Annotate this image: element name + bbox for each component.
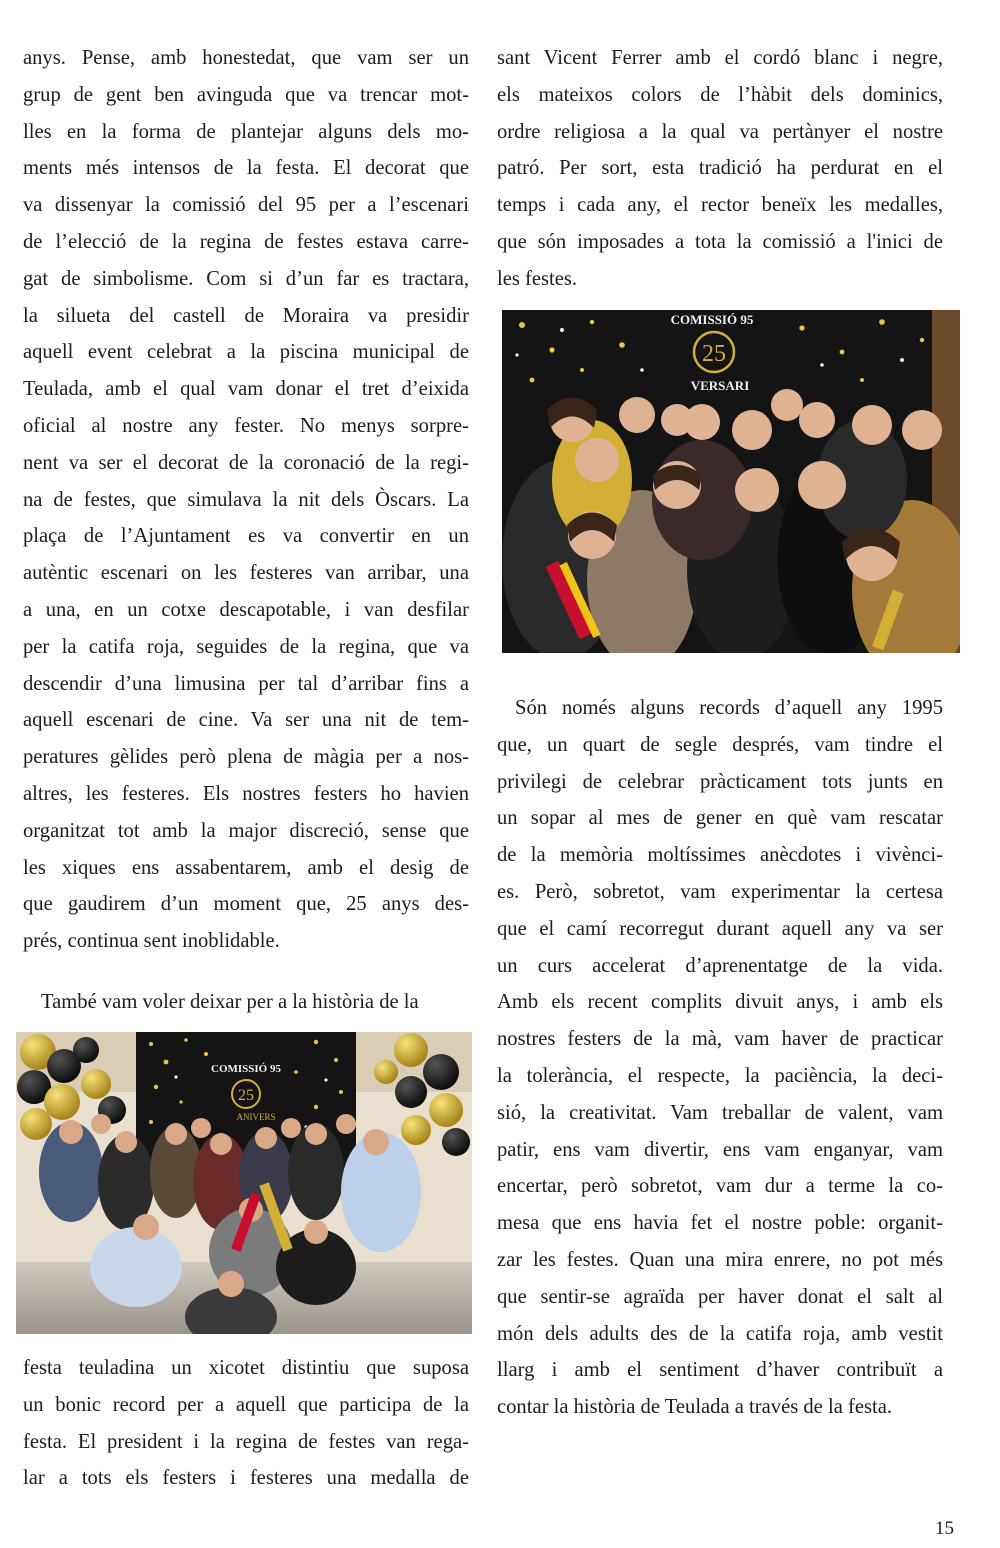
paragraph-line: anys. Pense, amb honestedat, que vam ser un: [23, 47, 469, 69]
paragraph-line: privilegi de celebrar pràcticament tots junts en: [497, 770, 943, 793]
paragraph-line: festa. El president i la regina de festes van rega-: [23, 1430, 469, 1453]
paragraph-line: ments més intensos de la festa. El decorat que: [23, 157, 469, 180]
paragraph-line: va dissenyar la comissió del 95 per a l’escenari: [23, 194, 469, 217]
page-number: 15: [935, 1518, 954, 1539]
paragraph-line: Són només alguns records d’aquell any 1995: [515, 697, 943, 719]
paragraph-line: es. Però, sobretot, vam experimentar la certesa: [497, 880, 943, 903]
right-column-bottom-text: [497, 690, 943, 1426]
paragraph-line: peratures gèlides però plena de màgia per a nos-: [23, 746, 469, 769]
paragraph-line: autèntic escenari on les festeres van arribar, una: [23, 562, 469, 585]
left-column-mid-text: [23, 984, 469, 1021]
paragraph-line: els mateixos colors de l’hàbit dels dominics,: [497, 83, 943, 106]
paragraph-line: patir, ens vam divertir, ens vam enganyar, vam: [497, 1138, 943, 1161]
group-photo: [16, 1032, 472, 1334]
group-badge-number: 25: [238, 1087, 254, 1104]
women-banner-text: COMISSIÓ 95: [670, 312, 754, 327]
women-photo: [502, 310, 960, 653]
paragraph-line: mesa que ens havia fet el nostre poble: organit-: [497, 1212, 943, 1235]
paragraph-line: a una, en un cotxe descapotable, i van desfilar: [23, 598, 469, 621]
paragraph-line: altres, les festeres. Els nostres festers ho havien: [23, 782, 469, 805]
group-photo-image: [16, 1032, 472, 1334]
right-column-top-text: [497, 40, 943, 298]
paragraph-line: prés, continua sent inoblidable.: [23, 930, 280, 953]
paragraph-line: per la catifa roja, seguides de la regina, que va: [23, 635, 469, 658]
paragraph-line: un curs accelerat d’aprenentatge de la vida.: [497, 954, 943, 977]
left-column-top-text: [23, 40, 469, 960]
paragraph-line: que el camí recorregut durant aquell any va ser: [497, 917, 943, 940]
women-badge-number: 25: [702, 341, 726, 367]
paragraph-line: nent va ser el decorat de la coronació de la regi-: [23, 451, 469, 474]
paragraph-line: gat de simbolisme. Com si d’un far es tractara,: [23, 267, 469, 290]
paragraph-line: de l’elecció de la regina de festes estava carre-: [23, 230, 469, 253]
paragraph-line: un bonic record per a aquell que participa de la: [23, 1393, 469, 1416]
group-badge-partial: ANIVERS: [236, 1112, 276, 1122]
paragraph-line: aquell event celebrat a la piscina municipal de: [23, 341, 469, 364]
women-photo-image: [502, 310, 960, 653]
paragraph-line: patró. Per sort, esta tradició ha perdurat en el: [497, 157, 943, 180]
paragraph-line: món dels adults des de la catifa roja, amb vestit: [497, 1322, 943, 1345]
paragraph-line: la tolerància, el respecte, la paciència, la deci-: [497, 1064, 943, 1087]
paragraph-line: llarg i amb el sentiment d’haver contribuït a: [497, 1359, 943, 1382]
paragraph-line: aquell escenari de cine. Va ser una nit de tem-: [23, 709, 469, 732]
paragraph-line: un sopar al mes de gener en què vam rescatar: [497, 807, 943, 830]
paragraph-line: sió, la creativitat. Vam treballar de valent, vam: [497, 1101, 943, 1124]
paragraph-line: descendir d’una limusina per tal d’arribar fins a: [23, 672, 469, 695]
paragraph-line: Amb els recent complits divuit anys, i amb els: [497, 991, 943, 1014]
paragraph-line: encertar, però sobretot, vam dur a terme la co-: [497, 1175, 943, 1198]
paragraph-line: que són imposades a tota la comissió a l'inici de: [497, 230, 943, 253]
paragraph-line: grup de gent ben avinguda que va trencar mot-: [23, 83, 469, 106]
paragraph-line: les festes.: [497, 267, 578, 290]
paragraph-line: temps i cada any, el rector beneïx les medalles,: [497, 194, 943, 217]
paragraph-line: les xiques ens assabentarem, amb el desig de: [23, 856, 469, 879]
paragraph-line: nostres festers de la mà, vam haver de practicar: [497, 1028, 943, 1051]
paragraph-line: lles en la forma de plantejar alguns dels mo-: [23, 120, 469, 143]
paragraph-line: festa teuladina un xicotet distintiu que suposa: [23, 1357, 469, 1379]
paragraph-line: de la memòria moltíssimes anècdotes i vivènci-: [497, 844, 943, 867]
paragraph-line: oficial al nostre any fester. No menys sorpre-: [23, 414, 469, 437]
paragraph-line: que gaudirem d’un moment que, 25 anys des-: [23, 893, 469, 916]
paragraph-line: contar la història de Teulada a través de la festa.: [497, 1396, 893, 1419]
paragraph-line: que sentir-se agraïda per haver donat el salt al: [497, 1285, 943, 1308]
paragraph-line: lar a tots els festers i festeres una medalla de: [23, 1467, 469, 1490]
group-banner-text: COMISSIÓ 95: [211, 1063, 281, 1075]
paragraph-line: na de festes, que simulava la nit dels Òscars. La: [23, 488, 469, 511]
paragraph-line: la silueta del castell de Moraira va presidir: [23, 304, 469, 327]
paragraph-line: sant Vicent Ferrer amb el cordó blanc i negre,: [497, 47, 943, 69]
paragraph-line: que, un quart de segle després, vam tindre el: [497, 733, 943, 756]
paragraph-line: organitzat tot amb la major discreció, sense que: [23, 819, 469, 842]
paragraph-line: També vam voler deixar per a la història de la: [41, 991, 419, 1013]
paragraph-line: Teulada, amb el qual vam donar el tret d’eixida: [23, 378, 469, 401]
left-column-bottom-text: [23, 1350, 469, 1497]
paragraph-line: ordre religiosa a la qual va pertànyer el nostre: [497, 120, 943, 143]
paragraph-line: plaça de l’Ajuntament es va convertir en un: [23, 525, 469, 548]
paragraph-line: zar les festes. Quan una mira enrere, no pot més: [497, 1248, 943, 1271]
women-badge-partial: VERSARI: [690, 378, 750, 393]
